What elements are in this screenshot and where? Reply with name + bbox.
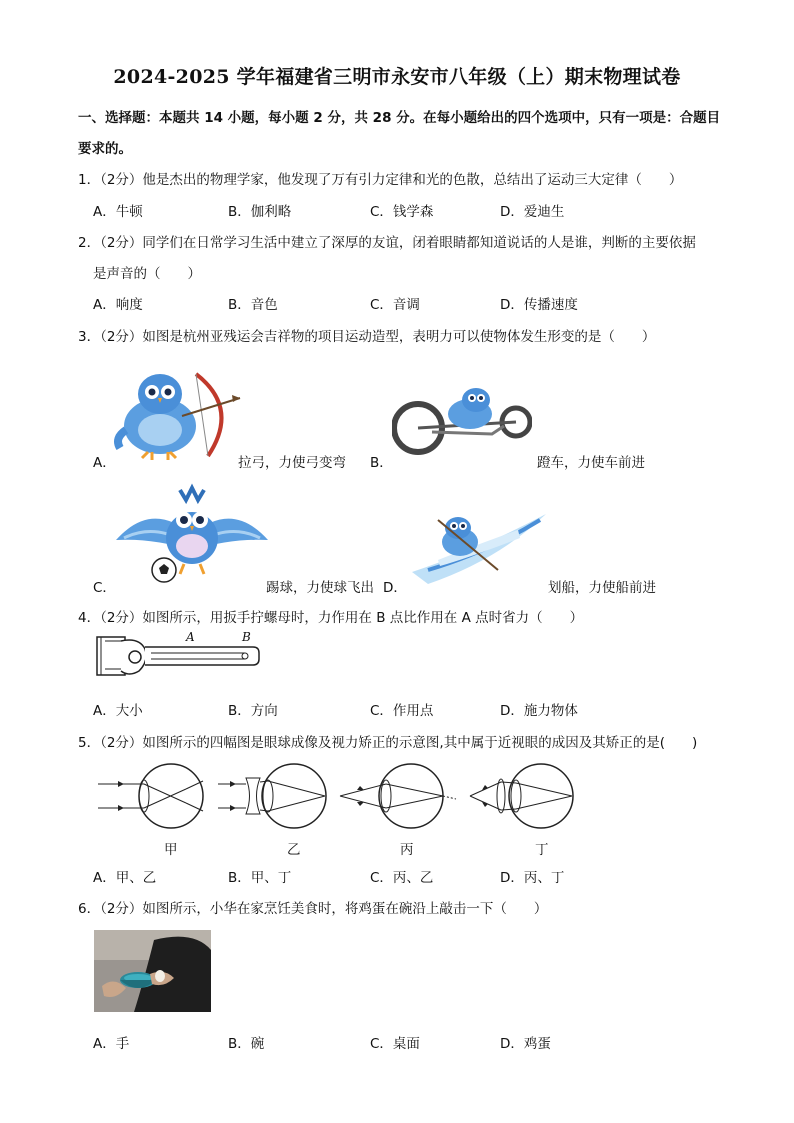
q5-label-jia: 甲 <box>164 842 178 858</box>
question-5-stem: 5．（2分）如图所示的四幅图是眼球成像及视力矫正的示意图,其中属于近视眼的成因及其矫正的是( ) <box>78 735 698 751</box>
q3-option-b-caption: 蹬车，力使车前进 <box>537 455 645 471</box>
exam-title: 2024-2025 学年福建省三明市永安市八年级（上）期末物理试卷 <box>113 66 681 88</box>
q5-label-yi: 乙 <box>287 842 301 858</box>
q5-option-c[interactable]: C．丙、乙 <box>370 870 434 886</box>
q4-option-d[interactable]: D．施力物体 <box>500 703 578 719</box>
q2-option-c[interactable]: C．音调 <box>370 297 420 313</box>
section-header-line1: 一、选择题：本题共 14 小题，每小题 2 分，共 28 分。在每小题给出的四个选项中，只有一项是：合题目 <box>78 110 721 126</box>
q5-figure-eye-diagrams <box>96 758 586 838</box>
q3-option-b-letter[interactable]: B． <box>370 455 393 471</box>
question-1-stem: 1．（2分）他是杰出的物理学家，他发现了万有引力定律和光的色散，总结出了运动三大定律（ ） <box>78 172 683 188</box>
q3-option-d-caption: 划船，力使船前进 <box>548 580 656 596</box>
question-2-stem-line2: 是声音的（ ） <box>93 266 201 282</box>
q1-option-a[interactable]: A．牛顿 <box>93 204 143 220</box>
q5-option-a[interactable]: A．甲、乙 <box>93 870 157 886</box>
q4-label-a: A <box>186 630 195 644</box>
q4-option-a[interactable]: A．大小 <box>93 703 143 719</box>
q4-label-b: B <box>242 630 251 644</box>
q6-option-c[interactable]: C．桌面 <box>370 1036 420 1052</box>
q4-figure-wrench <box>95 631 261 681</box>
q3-option-a-caption: 拉弓，力使弓变弯 <box>238 455 346 471</box>
q6-option-d[interactable]: D．鸡蛋 <box>500 1036 551 1052</box>
q5-label-ding: 丁 <box>535 842 549 858</box>
q1-option-b[interactable]: B．伽利略 <box>228 204 292 220</box>
q6-option-b[interactable]: B．碗 <box>228 1036 265 1052</box>
q3-figure-handcycle <box>392 382 532 462</box>
section-header-line2: 要求的。 <box>78 141 132 157</box>
q5-option-d[interactable]: D．丙、丁 <box>500 870 565 886</box>
q6-option-a[interactable]: A．手 <box>93 1036 130 1052</box>
q3-option-d-letter[interactable]: D． <box>383 580 407 596</box>
question-2-stem-line1: 2．（2分）同学们在日常学习生活中建立了深厚的友谊，闭着眼睛都知道说话的人是谁，判断的主要依据 <box>78 235 696 251</box>
question-3-stem: 3．（2分）如图是杭州亚残运会吉祥物的项目运动造型，表明力可以使物体发生形变的是（ ） <box>78 329 656 345</box>
q1-option-d[interactable]: D．爱迪生 <box>500 204 565 220</box>
q3-figure-football <box>112 480 272 585</box>
q5-option-b[interactable]: B．甲、丁 <box>228 870 292 886</box>
q5-label-bing: 丙 <box>400 842 414 858</box>
q3-figure-rowing <box>408 500 548 585</box>
q3-option-a-letter[interactable]: A． <box>93 455 116 471</box>
q1-option-c[interactable]: C．钱学森 <box>370 204 434 220</box>
q2-option-b[interactable]: B．音色 <box>228 297 278 313</box>
q4-option-b[interactable]: B．方向 <box>228 703 278 719</box>
q2-option-a[interactable]: A．响度 <box>93 297 143 313</box>
question-6-stem: 6．（2分）如图所示，小华在家烹饪美食时，将鸡蛋在碗沿上敲击一下（ ） <box>78 901 548 917</box>
q3-figure-archery <box>112 368 242 463</box>
q4-option-c[interactable]: C．作用点 <box>370 703 434 719</box>
q3-option-c-letter[interactable]: C． <box>93 580 116 596</box>
question-4-stem: 4．（2分）如图所示，用扳手拧螺母时，力作用在 B 点比作用在 A 点时省力（ ） <box>78 610 584 626</box>
q3-option-c-caption: 踢球，力使球飞出 <box>266 580 374 596</box>
q2-option-d[interactable]: D．传播速度 <box>500 297 578 313</box>
q6-figure-photo-egg-bowl <box>94 930 211 1012</box>
